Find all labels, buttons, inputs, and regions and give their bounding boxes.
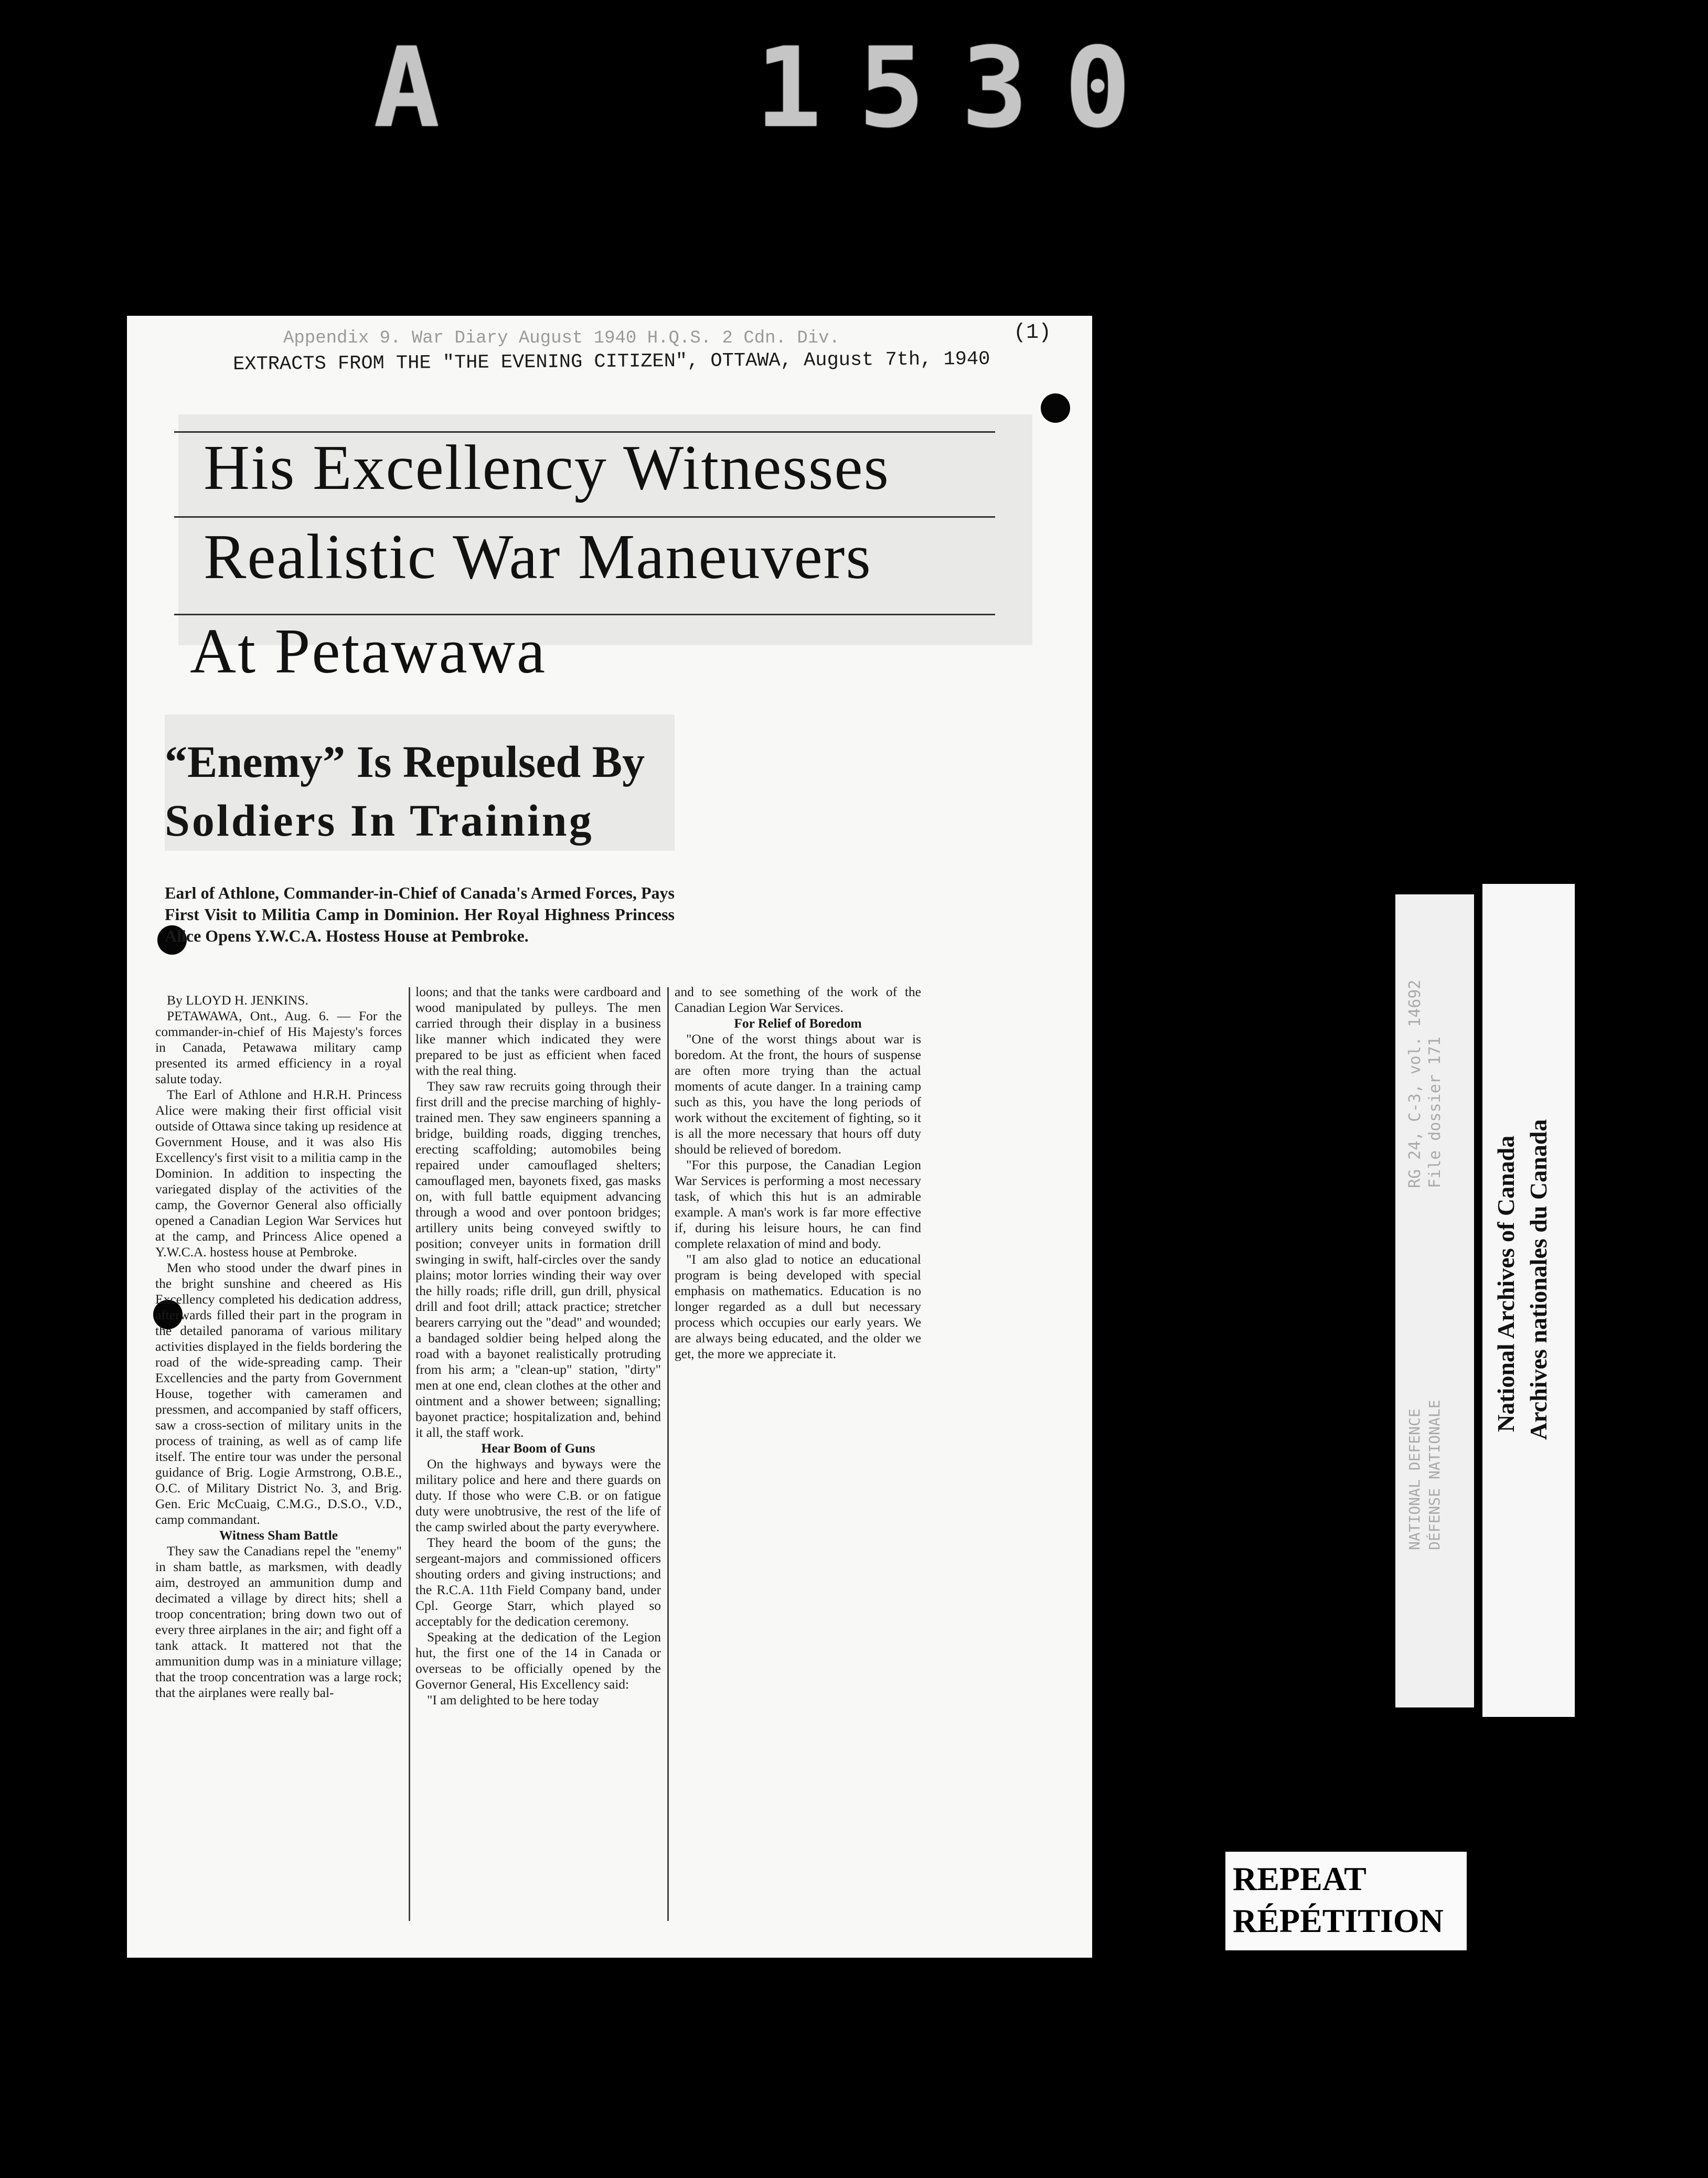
stamp-line2: RÉPÉTITION	[1233, 1902, 1444, 1939]
paragraph: They heard the boom of the guns; the sergeant-majors and commissioned officers shouting orders and giving instructions; and the R.C.A. 11th Field Company band, under Cpl. George Starr, which played so acceptably for the dedication ceremony.	[415, 1535, 661, 1629]
page-number: (1)	[1013, 321, 1052, 345]
headline-line1: His Excellency Witnesses	[204, 432, 890, 503]
column-divider	[667, 987, 669, 1921]
frame-number: 1530	[755, 24, 1168, 152]
paragraph: loons; and that the tanks were cardboard and wood manipulated by pulleys. The men carried through their display in a business like manner which indicated they were prepared to be just as efficient when faced with the real thing.	[415, 984, 661, 1078]
subhead-line2: Soldiers In Training	[165, 795, 594, 846]
archive-label-english: National Archives of Canada	[1492, 1135, 1519, 1432]
crosshead: Witness Sham Battle	[219, 1528, 338, 1543]
paragraph: "I am delighted to be here today	[427, 1692, 599, 1707]
archive-file: File dossier 171	[1426, 1037, 1444, 1188]
column-divider	[409, 987, 410, 1921]
crosshead: For Relief of Boredom	[734, 1016, 862, 1031]
archive-dept-fr: DÉFENSE NATIONALE	[1426, 1400, 1443, 1550]
paragraph: They saw the Canadians repel the "enemy" in sham battle, as marksmen, with deadly aim, destroyed an ammunition dump and decimated a village by direct hits; shell a troop concentration; bring down two out of every three airplanes in the air; and fight off a tank attack. It mattered not that the ammunition dump was in a miniature village; that the troop concentration was a large rock; that the airplanes were really bal-	[155, 1543, 402, 1700]
paragraph: Men who stood under the dwarf pines in the bright sunshine and cheered as His Excellency completed his dedication address, afterwards filled their part in the program in the detailed panorama of various military activities displayed in the fields bordering the road of the wide-spreading camp. Their Excellencies and the party from Government House, together with cameramen and pressmen, and accompanied by staff officers, saw a cross-section of military units in the process of training, as well as of camp life itself. The entire tour was under the personal guidance of Brig. Logie Armstrong, O.B.E., O.C. of Military District No. 3, and Brig. Gen. Eric McCuaig, C.M.G., D.S.O., V.D., camp commandant.	[155, 1260, 402, 1527]
byline: By LLOYD H. JENKINS.	[167, 992, 308, 1008]
paragraph: "For this purpose, the Canadian Legion War Services is performing a most necessary task, of which this hut is an admirable example. A man's work is far more effective if, during his leisure hours, he can find complete relaxation of mind and body.	[675, 1157, 921, 1251]
archive-label-french: Archives nationales du Canada	[1525, 1119, 1552, 1440]
headline-rule	[174, 516, 995, 518]
headline-line2: Realistic War Maneuvers	[204, 521, 872, 592]
subhead-line1: “Enemy” Is Repulsed By	[165, 736, 645, 787]
article-column-3	[675, 984, 921, 1362]
archive-label-strip	[1482, 884, 1575, 1717]
paragraph: They saw raw recruits going through their first drill and the precise marching of highly-trained men. They saw engineers spanning a bridge, building roads, digging trenches, erecting scaffolding; automobiles being repaired under camouflaged shelters; camouflaged men, bayonets fixed, gas masks on, with full battle equipment advancing through a wood and over pontoon bridges; artillery units being conveyed swiftly to position; conveyer units in formation drill swinging in swift, half-circles over the sandy plains; motor lorries winding their way over the hilly roads; rifle drill, gun drill, physical drill and foot drill; attack practice; stretcher bearers carrying out the "dead" and wounded; a bandaged soldier being helped along the road with a bayonet realistically protruding from his arm; a "clean-up" station, "dirty" men at one end, clean clothes at the other and ointment and a shower between; signalling; bayonet practice; hospitalization and, behind it all, the staff work.	[415, 1079, 661, 1440]
paragraph: Speaking at the dedication of the Legion hut, the first one of the 14 in Canada or overseas to be officially opened by the Governor General, His Excellency said:	[415, 1629, 661, 1692]
paragraph: and to see something of the work of the Canadian Legion War Services.	[675, 984, 921, 1015]
punch-hole-icon	[1041, 393, 1070, 423]
article-column-2	[415, 984, 661, 1708]
archive-reference: RG 24, C-3, vol. 14692	[1406, 979, 1424, 1188]
stamp-line1: REPEAT	[1233, 1860, 1367, 1897]
headline-line3: At Petawawa	[190, 616, 547, 687]
repeat-stamp	[1225, 1852, 1467, 1950]
paragraph: PETAWAWA, Ont., Aug. 6. — For the commander-in-chief of His Majesty's forces in Canada, Petawawa military camp presented its armed efficiency in a royal salute today.	[155, 1008, 402, 1086]
paragraph: The Earl of Athlone and H.R.H. Princess Alice were making their first official visit outside of Ottawa since taking up residence at Government House, and it was also His Excellency's first visit to a militia camp in the Dominion. In addition to inspecting the variegated display of the activities of the camp, the Governor General also officially opened a Canadian Legion War Services hut at the camp, and Princess Alice opened a Y.W.C.A. hostess house at Pembroke.	[155, 1087, 402, 1259]
document-page	[127, 316, 1092, 1958]
extract-line: EXTRACTS FROM THE "THE EVENING CITIZEN", OTTAWA, August 7th, 1940	[233, 348, 990, 376]
article-column-1	[155, 992, 402, 1701]
paragraph: "I am also glad to notice an educational program is being developed with special emphasis on mathematics. Education is no longer regarded as a dull but necessary process which occupies our early years. We are always being educated, and the older we get, the more we appreciate it.	[675, 1252, 921, 1361]
frame-letter: A	[373, 24, 477, 152]
article-deck: Earl of Athlone, Commander-in-Chief of Canada's Armed Forces, Pays First Visit to Militia Camp in Dominion. Her Royal Highness Princess Alice Opens Y.W.C.A. Hostess House at Pembroke.	[165, 883, 675, 945]
archive-dept-en: NATIONAL DEFENCE	[1406, 1408, 1423, 1550]
paragraph: On the highways and byways were the military police and here and there guards on duty. If those who were C.B. or on fatigue duty were unobtrusive, the rest of the life of the camp swirled about the party everywhere.	[415, 1456, 661, 1534]
crosshead: Hear Boom of Guns	[481, 1440, 595, 1456]
paragraph: "One of the worst things about war is boredom. At the front, the hours of suspense are often more trying than the actual moments of acute danger. In a training camp such as this, you have the long periods of work without the excitement of fighting, so it is all the more necessary that hours off duty should be relieved of boredom.	[675, 1031, 921, 1157]
archive-reference-strip	[1395, 894, 1474, 1707]
appendix-line: Appendix 9. War Diary August 1940 H.Q.S. 2 Cdn. Div.	[283, 328, 840, 348]
